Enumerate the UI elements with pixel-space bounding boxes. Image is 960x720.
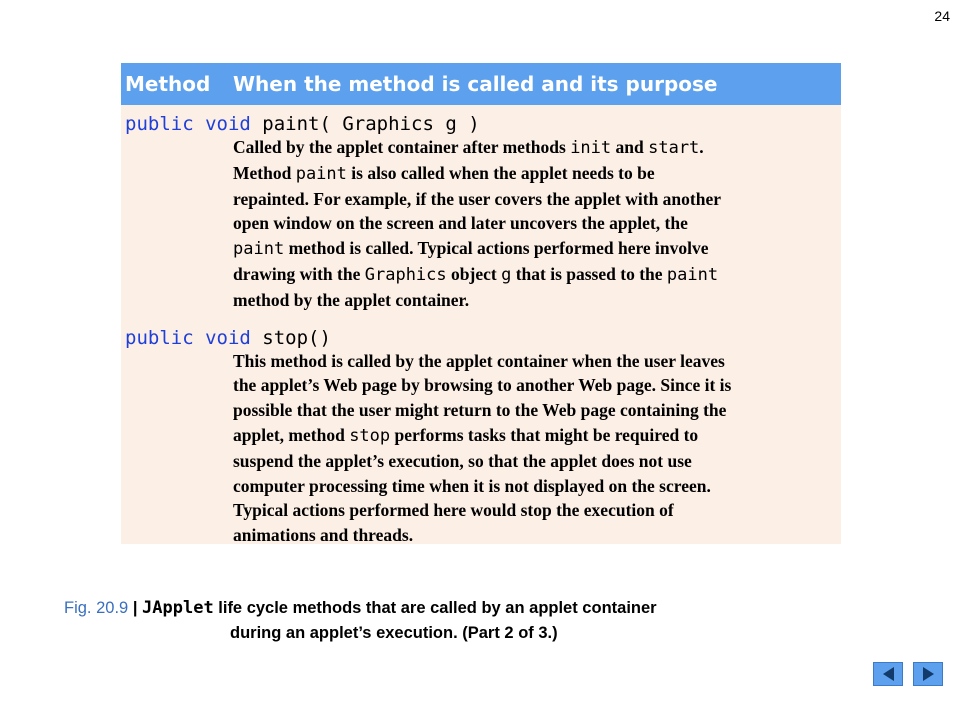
header-method: Method <box>125 72 211 96</box>
caption-text: life cycle methods that are called by an applet container <box>213 599 657 617</box>
desc-text: applet, method <box>233 424 350 445</box>
desc-text: Called by the applet container after methods <box>233 137 571 157</box>
page-number: 24 <box>934 8 950 24</box>
desc-text: This method is called by the applet container when the user leaves <box>233 350 725 371</box>
signature-keywords: public void <box>125 113 251 135</box>
desc-text: open window on the screen and later uncovers the applet, the <box>233 213 688 234</box>
previous-slide-button[interactable] <box>873 662 903 686</box>
desc-code: init <box>570 138 612 158</box>
desc-text: is also called when the applet needs to be <box>346 162 655 183</box>
desc-text: repainted. For example, if the user covers the applet with another <box>233 188 722 209</box>
desc-code: g <box>501 264 512 285</box>
figure-caption <box>64 596 844 646</box>
caption-text-line2: during an applet’s execution. (Part 2 of 3.) <box>230 624 558 642</box>
desc-text: the applet’s Web page by browsing to another Web page. Since it is <box>233 375 732 396</box>
desc-text: possible that the user might return to the Web page containing the <box>233 400 727 421</box>
desc-text: computer processing time when it is not displayed on the screen. <box>233 475 711 496</box>
method-table <box>121 63 841 544</box>
desc-text: . <box>699 137 704 157</box>
caption-separator: | <box>132 599 138 617</box>
triangle-left-icon <box>883 667 894 681</box>
desc-text: object <box>446 263 502 284</box>
signature-keywords: public void <box>125 326 251 349</box>
desc-text: drawing with the <box>233 263 365 284</box>
method-description <box>233 135 837 313</box>
caption-class-name: JApplet <box>142 598 214 618</box>
desc-text: Typical actions performed here would stop the execution of <box>233 500 674 521</box>
header-purpose: When the method is called and its purpose <box>233 72 718 96</box>
desc-text: and <box>611 137 649 157</box>
desc-text: method is called. Typical actions performed here involve <box>284 238 709 259</box>
desc-code: stop <box>349 425 391 446</box>
triangle-right-icon <box>923 667 934 681</box>
desc-code: paint <box>233 239 285 260</box>
desc-code: Graphics <box>364 264 447 285</box>
desc-code: paint <box>295 163 347 184</box>
desc-code: paint <box>666 264 719 285</box>
next-slide-button[interactable] <box>913 662 943 686</box>
method-description <box>233 349 837 548</box>
signature-name: paint( Graphics g ) <box>262 113 480 135</box>
desc-text: Method <box>233 162 296 183</box>
table-header <box>121 63 841 105</box>
method-signature <box>121 327 841 349</box>
table-row <box>121 113 841 313</box>
desc-text: method by the applet container. <box>233 289 470 310</box>
desc-code: start <box>648 138 700 158</box>
desc-text: animations and threads. <box>233 525 414 546</box>
signature-name: stop() <box>262 326 331 349</box>
desc-text: that is passed to the <box>511 263 667 284</box>
method-signature <box>121 113 841 135</box>
desc-text: performs tasks that might be required to <box>390 424 699 445</box>
figure-label: Fig. 20.9 <box>64 599 129 617</box>
desc-text: suspend the applet’s execution, so that the applet does not use <box>233 450 692 471</box>
table-row <box>121 327 841 548</box>
